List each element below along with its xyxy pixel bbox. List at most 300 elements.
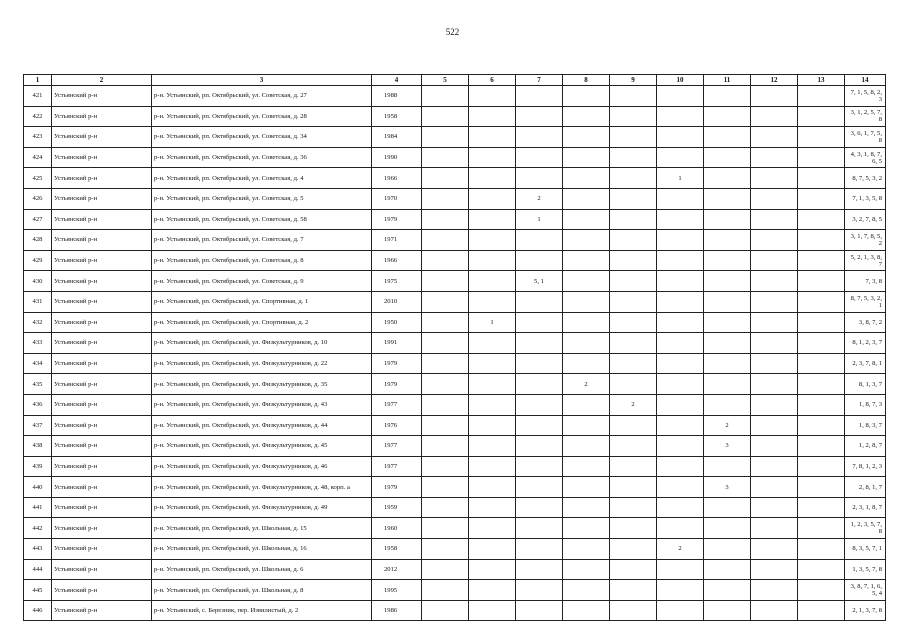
table-cell: Устьянский р-н	[52, 394, 152, 415]
table-cell	[563, 559, 610, 580]
column-header: 14	[845, 75, 886, 86]
table-cell	[563, 271, 610, 292]
table-cell	[516, 497, 563, 518]
table-cell	[469, 271, 516, 292]
column-header: 10	[657, 75, 704, 86]
table-cell	[704, 394, 751, 415]
table-cell	[563, 106, 610, 127]
table-cell	[563, 353, 610, 374]
table-cell: 427	[24, 209, 52, 230]
table-row	[24, 250, 886, 271]
table-cell: 8, 1, 3, 7	[845, 374, 886, 395]
table-cell	[563, 477, 610, 498]
table-cell	[657, 374, 704, 395]
table-cell	[469, 353, 516, 374]
table-cell: 3, 1, 2, 5, 7, 8	[845, 106, 886, 127]
table-cell	[751, 147, 798, 168]
table-cell	[751, 353, 798, 374]
table-cell	[516, 580, 563, 601]
table-cell	[469, 518, 516, 539]
table-cell: р-н. Устьянский, с. Березник, пер. Извилистый, д. 2	[152, 600, 372, 621]
table-cell: 1975	[372, 271, 422, 292]
table-cell	[563, 127, 610, 148]
table-cell: 1, 8, 3, 7	[845, 415, 886, 436]
table-cell	[798, 209, 845, 230]
table-cell	[422, 312, 469, 333]
table-cell: 1960	[372, 518, 422, 539]
table-row	[24, 230, 886, 251]
table-cell	[751, 271, 798, 292]
table-cell	[610, 456, 657, 477]
table-cell	[422, 539, 469, 560]
table-cell	[516, 436, 563, 457]
table-cell	[798, 374, 845, 395]
table-cell: 2	[657, 539, 704, 560]
table-cell	[751, 415, 798, 436]
column-header: 13	[798, 75, 845, 86]
table-cell	[469, 209, 516, 230]
table-row	[24, 436, 886, 457]
table-cell	[704, 353, 751, 374]
table-cell	[469, 600, 516, 621]
table-cell	[798, 559, 845, 580]
table-cell: 1, 3, 5, 7, 8	[845, 559, 886, 580]
table-cell	[563, 436, 610, 457]
table-cell	[704, 497, 751, 518]
table-cell	[422, 456, 469, 477]
table-cell: 1970	[372, 188, 422, 209]
table-cell: 1977	[372, 456, 422, 477]
table-cell	[704, 250, 751, 271]
table-cell	[516, 127, 563, 148]
table-cell	[516, 168, 563, 189]
table-row	[24, 127, 886, 148]
table-cell: р-н. Устьянский, рп. Октябрьский, ул. Школьная, д. 15	[152, 518, 372, 539]
table-cell	[798, 250, 845, 271]
table-cell	[704, 168, 751, 189]
table-cell: 434	[24, 353, 52, 374]
table-cell: 1	[469, 312, 516, 333]
table-cell	[751, 456, 798, 477]
table-cell: 7, 1, 3, 5, 8	[845, 188, 886, 209]
table-cell	[516, 456, 563, 477]
table-cell	[610, 230, 657, 251]
table-cell: 1977	[372, 394, 422, 415]
column-header: 8	[563, 75, 610, 86]
table-cell	[610, 188, 657, 209]
table-cell	[704, 333, 751, 354]
table-cell	[422, 168, 469, 189]
table-cell	[563, 312, 610, 333]
table-cell	[798, 291, 845, 312]
table-cell: 430	[24, 271, 52, 292]
table-cell: 2010	[372, 291, 422, 312]
table-cell: 1966	[372, 168, 422, 189]
table-cell: 1, 2, 3, 5, 7, 8	[845, 518, 886, 539]
table-cell: р-н. Устьянский, рп. Октябрьский, ул. Школьная, д. 6	[152, 559, 372, 580]
data-table	[23, 74, 886, 621]
table-cell: р-н. Устьянский, рп. Октябрьский, ул. Школьная, д. 16	[152, 539, 372, 560]
table-cell	[469, 291, 516, 312]
table-cell	[657, 86, 704, 107]
table-cell	[563, 539, 610, 560]
table-cell: 439	[24, 456, 52, 477]
table-cell: р-н. Устьянский, рп. Октябрьский, ул. Советская, д. 58	[152, 209, 372, 230]
table-cell: р-н. Устьянский, рп. Октябрьский, ул. Советская, д. 5	[152, 188, 372, 209]
table-cell	[516, 559, 563, 580]
column-header: 7	[516, 75, 563, 86]
table-cell	[704, 580, 751, 601]
table-cell	[516, 600, 563, 621]
table-cell	[610, 86, 657, 107]
table-cell	[704, 374, 751, 395]
table-cell: 428	[24, 230, 52, 251]
table-cell	[610, 312, 657, 333]
table-cell	[563, 600, 610, 621]
table-cell	[469, 168, 516, 189]
table-row	[24, 497, 886, 518]
table-cell	[610, 147, 657, 168]
table-cell	[704, 127, 751, 148]
table-cell: р-н. Устьянский, рп. Октябрьский, ул. Физкультурников, д. 10	[152, 333, 372, 354]
table-cell	[798, 188, 845, 209]
table-cell: 1991	[372, 333, 422, 354]
table-cell	[704, 559, 751, 580]
column-header: 9	[610, 75, 657, 86]
table-cell: 7, 3, 8	[845, 271, 886, 292]
table-cell: 1958	[372, 106, 422, 127]
table-cell	[657, 291, 704, 312]
table-cell: 3, 2, 7, 8, 5	[845, 209, 886, 230]
table-cell	[798, 477, 845, 498]
table-cell	[563, 580, 610, 601]
table-cell	[563, 518, 610, 539]
table-cell: р-н. Устьянский, рп. Октябрьский, ул. Физкультурников, д. 45	[152, 436, 372, 457]
table-cell: Устьянский р-н	[52, 312, 152, 333]
table-row	[24, 518, 886, 539]
table-cell	[798, 518, 845, 539]
table-cell: р-н. Устьянский, рп. Октябрьский, ул. Физкультурников, д. 49	[152, 497, 372, 518]
table-cell	[422, 147, 469, 168]
table-cell: 1979	[372, 209, 422, 230]
table-cell: 1988	[372, 86, 422, 107]
table-cell: 8, 7, 5, 3, 2, 1	[845, 291, 886, 312]
table-cell: Устьянский р-н	[52, 559, 152, 580]
table-cell	[704, 230, 751, 251]
table-cell: р-н. Устьянский, рп. Октябрьский, ул. Физкультурников, д. 44	[152, 415, 372, 436]
table-cell: 1977	[372, 436, 422, 457]
table-cell: 5, 2, 1, 3, 8, 7	[845, 250, 886, 271]
table-cell	[704, 456, 751, 477]
table-cell: 444	[24, 559, 52, 580]
table-cell: 423	[24, 127, 52, 148]
table-cell: Устьянский р-н	[52, 86, 152, 107]
table-cell	[469, 559, 516, 580]
table-cell	[704, 188, 751, 209]
table-cell	[610, 291, 657, 312]
table-cell	[657, 477, 704, 498]
table-cell	[422, 497, 469, 518]
table-cell	[610, 333, 657, 354]
table-cell	[422, 291, 469, 312]
table-cell	[751, 497, 798, 518]
table-row	[24, 580, 886, 601]
table-cell: 2	[610, 394, 657, 415]
table-row	[24, 456, 886, 477]
table-cell	[422, 415, 469, 436]
table-cell	[469, 127, 516, 148]
table-row	[24, 86, 886, 107]
table-cell: 1995	[372, 580, 422, 601]
column-header: 6	[469, 75, 516, 86]
table-cell	[516, 250, 563, 271]
table-cell	[657, 353, 704, 374]
table-cell: Устьянский р-н	[52, 250, 152, 271]
table-cell	[798, 436, 845, 457]
table-cell	[469, 250, 516, 271]
table-cell	[516, 147, 563, 168]
table-cell: 2, 3, 1, 8, 7	[845, 497, 886, 518]
table-header-row	[24, 75, 886, 86]
table-cell: р-н. Устьянский, рп. Октябрьский, ул. Спортивная, д. 2	[152, 312, 372, 333]
table-cell	[516, 353, 563, 374]
table-cell: 446	[24, 600, 52, 621]
table-row	[24, 168, 886, 189]
table-cell: 1984	[372, 127, 422, 148]
table-cell: р-н. Устьянский, рп. Октябрьский, ул. Советская, д. 34	[152, 127, 372, 148]
table-cell: Устьянский р-н	[52, 209, 152, 230]
table-cell: р-н. Устьянский, рп. Октябрьский, ул. Физкультурников, д. 35	[152, 374, 372, 395]
table-cell: 1, 2, 8, 7	[845, 436, 886, 457]
table-cell: 4, 3, 1, 8, 7, 6, 5	[845, 147, 886, 168]
table-cell	[704, 600, 751, 621]
table-cell: р-н. Устьянский, рп. Октябрьский, ул. Советская, д. 8	[152, 250, 372, 271]
table-cell: Устьянский р-н	[52, 168, 152, 189]
table-row	[24, 291, 886, 312]
table-row	[24, 539, 886, 560]
table-cell: 2, 3, 7, 8, 1	[845, 353, 886, 374]
table-cell	[422, 333, 469, 354]
table-cell	[798, 127, 845, 148]
table-row	[24, 600, 886, 621]
table-cell: 421	[24, 86, 52, 107]
table-body	[24, 86, 886, 621]
table-cell: Устьянский р-н	[52, 415, 152, 436]
table-cell: Устьянский р-н	[52, 580, 152, 601]
table-row	[24, 415, 886, 436]
table-cell: 442	[24, 518, 52, 539]
table-cell	[798, 230, 845, 251]
table-cell: 431	[24, 291, 52, 312]
table-cell	[469, 374, 516, 395]
table-cell	[751, 250, 798, 271]
table-cell	[704, 147, 751, 168]
table-cell	[469, 580, 516, 601]
table-cell	[798, 497, 845, 518]
table-row	[24, 353, 886, 374]
table-cell	[798, 147, 845, 168]
table-cell: р-н. Устьянский, рп. Октябрьский, ул. Советская, д. 36	[152, 147, 372, 168]
table-cell	[563, 456, 610, 477]
table-cell	[422, 188, 469, 209]
table-cell	[657, 518, 704, 539]
table-cell	[422, 559, 469, 580]
table-cell	[610, 497, 657, 518]
table-cell	[751, 580, 798, 601]
table-cell	[516, 333, 563, 354]
table-cell: 443	[24, 539, 52, 560]
table-cell: р-н. Устьянский, рп. Октябрьский, ул. Спортивная, д. 1	[152, 291, 372, 312]
table-cell: 1958	[372, 539, 422, 560]
table-cell	[469, 230, 516, 251]
table-cell: р-н. Устьянский, рп. Октябрьский, ул. Советская, д. 7	[152, 230, 372, 251]
table-cell: Устьянский р-н	[52, 374, 152, 395]
table-cell	[610, 559, 657, 580]
table-cell: 2, 8, 1, 7	[845, 477, 886, 498]
table-cell: 3, 6, 1, 7, 5, 8	[845, 127, 886, 148]
table-cell: 438	[24, 436, 52, 457]
table-cell	[798, 539, 845, 560]
table-row	[24, 106, 886, 127]
table-cell	[610, 127, 657, 148]
table-cell: 1979	[372, 353, 422, 374]
table-cell	[610, 580, 657, 601]
table-cell: р-н. Устьянский, рп. Октябрьский, ул. Физкультурников, д. 43	[152, 394, 372, 415]
table-cell	[563, 333, 610, 354]
table-cell: Устьянский р-н	[52, 477, 152, 498]
column-header: 3	[152, 75, 372, 86]
table-cell	[516, 477, 563, 498]
table-cell	[422, 127, 469, 148]
table-cell	[751, 291, 798, 312]
table-cell: 3	[704, 477, 751, 498]
table-cell	[798, 600, 845, 621]
table-cell	[657, 147, 704, 168]
table-cell	[516, 415, 563, 436]
table-cell	[563, 230, 610, 251]
table-cell: Устьянский р-н	[52, 539, 152, 560]
table-cell	[704, 539, 751, 560]
table-cell	[516, 518, 563, 539]
table-cell	[610, 518, 657, 539]
table-cell: Устьянский р-н	[52, 291, 152, 312]
column-header: 4	[372, 75, 422, 86]
table-cell	[704, 271, 751, 292]
table-cell	[751, 168, 798, 189]
table-cell: 5, 1	[516, 271, 563, 292]
table-row	[24, 312, 886, 333]
table-cell	[751, 230, 798, 251]
table-cell	[751, 209, 798, 230]
table-row	[24, 477, 886, 498]
table-cell: Устьянский р-н	[52, 271, 152, 292]
table-cell	[422, 374, 469, 395]
table-cell: 3, 8, 7, 1, 6, 5, 4	[845, 580, 886, 601]
table-cell	[657, 456, 704, 477]
table-cell: 2	[704, 415, 751, 436]
table-cell	[704, 312, 751, 333]
table-cell: 429	[24, 250, 52, 271]
table-cell: 2012	[372, 559, 422, 580]
table-cell: 433	[24, 333, 52, 354]
table-cell: Устьянский р-н	[52, 353, 152, 374]
column-header: 11	[704, 75, 751, 86]
table-cell: р-н. Устьянский, рп. Октябрьский, ул. Советская, д. 28	[152, 106, 372, 127]
table-cell: 426	[24, 188, 52, 209]
table-cell	[751, 436, 798, 457]
table-cell: 1959	[372, 497, 422, 518]
table-cell: 424	[24, 147, 52, 168]
table-cell: 1990	[372, 147, 422, 168]
table-cell	[798, 394, 845, 415]
table-cell: 1979	[372, 374, 422, 395]
table-cell	[751, 333, 798, 354]
table-cell	[751, 374, 798, 395]
table-cell	[704, 518, 751, 539]
table-cell	[657, 559, 704, 580]
table-cell	[657, 497, 704, 518]
table-cell	[610, 374, 657, 395]
table-cell	[657, 333, 704, 354]
table-cell: 425	[24, 168, 52, 189]
table-cell: 2	[516, 188, 563, 209]
table-row	[24, 188, 886, 209]
table-cell: Устьянский р-н	[52, 600, 152, 621]
table-cell	[516, 374, 563, 395]
table-cell: 1971	[372, 230, 422, 251]
table-cell	[657, 312, 704, 333]
table-cell: 436	[24, 394, 52, 415]
table-cell	[657, 394, 704, 415]
table-cell: 1	[657, 168, 704, 189]
table-cell	[469, 436, 516, 457]
table-cell: р-н. Устьянский, рп. Октябрьский, ул. Советская, д. 4	[152, 168, 372, 189]
table-cell: 437	[24, 415, 52, 436]
table-cell	[469, 456, 516, 477]
table-cell: р-н. Устьянский, рп. Октябрьский, ул. Физкультурников, д. 46	[152, 456, 372, 477]
table-cell	[563, 168, 610, 189]
table-cell	[751, 86, 798, 107]
table-cell	[422, 436, 469, 457]
column-header: 5	[422, 75, 469, 86]
table-cell	[563, 86, 610, 107]
table-cell: 3	[704, 436, 751, 457]
table-cell	[516, 86, 563, 107]
table-cell: р-н. Устьянский, рп. Октябрьский, ул. Физкультурников, д. 48, корп. а	[152, 477, 372, 498]
table-cell	[469, 477, 516, 498]
table-cell	[422, 394, 469, 415]
table-cell: р-н. Устьянский, рп. Октябрьский, ул. Советская, д. 27	[152, 86, 372, 107]
table-cell	[469, 86, 516, 107]
table-cell: 7, 1, 5, 8, 2, 3	[845, 86, 886, 107]
table-cell	[469, 106, 516, 127]
table-row	[24, 271, 886, 292]
table-cell	[657, 600, 704, 621]
table-cell: Устьянский р-н	[52, 456, 152, 477]
table-cell	[657, 188, 704, 209]
table-cell: 8, 3, 5, 7, 1	[845, 539, 886, 560]
table-cell	[657, 271, 704, 292]
table-cell	[422, 580, 469, 601]
table-cell	[798, 106, 845, 127]
table-cell	[563, 147, 610, 168]
table-cell	[610, 271, 657, 292]
table-cell: Устьянский р-н	[52, 436, 152, 457]
table-cell: 1, 8, 7, 3	[845, 394, 886, 415]
table-cell	[422, 250, 469, 271]
table-cell	[704, 291, 751, 312]
table-cell: 1	[516, 209, 563, 230]
